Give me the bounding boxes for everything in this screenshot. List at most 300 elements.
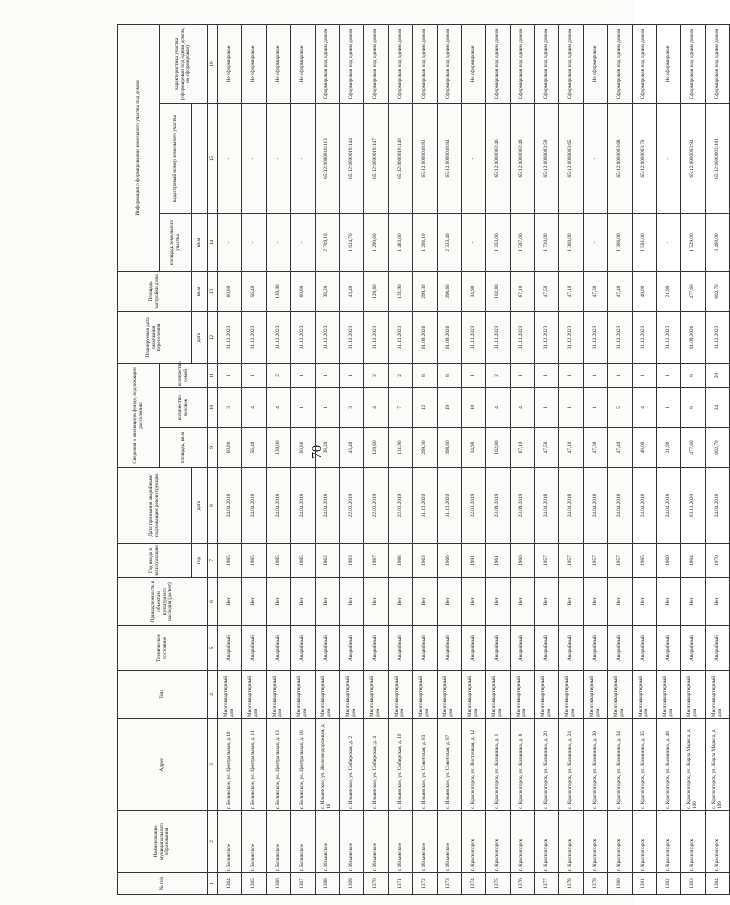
table-cell: 24.04.2018 — [632, 468, 656, 544]
table-cell: 102,80 — [486, 428, 510, 468]
table-cell: 31.12.2023 — [705, 311, 729, 363]
table-cell: Нет — [657, 578, 681, 626]
table-cell: 1368 — [315, 873, 339, 895]
table-row — [608, 24, 632, 894]
table-cell: Многоквартирный дом — [608, 671, 632, 719]
header-condition: Техническое состояние — [118, 626, 208, 671]
table-cell: 67,10 — [510, 428, 534, 468]
table-cell: Сформирован под одним домом — [364, 24, 388, 103]
header-land-group: Информация о формировании земельного участка под домом — [118, 24, 160, 271]
table-cell: Многоквартирный дом — [535, 671, 559, 719]
table-cell: 2 333,40 — [437, 213, 461, 271]
table-cell: Многоквартирный дом — [632, 671, 656, 719]
table-cell: 1 529,00 — [681, 213, 705, 271]
table-cell: Аварийный — [242, 626, 266, 671]
header-sub-date2: дата — [192, 311, 208, 363]
table-cell: 1371 — [388, 873, 412, 895]
table-cell: г. Белинское, ул. Центральная, д.10 — [218, 719, 242, 811]
table-cell: - — [657, 103, 681, 213]
table-cell: 22.03.2019 — [339, 468, 363, 544]
table-cell: Многоквартирный дом — [705, 671, 729, 719]
table-cell: Сформирован под одним домом — [632, 24, 656, 103]
table-cell: 65:12:0000018:83 — [413, 103, 437, 213]
table-cell: 60,80 — [218, 271, 242, 311]
table-cell: 1 — [583, 388, 607, 428]
table-cell: г. Красногорск — [583, 811, 607, 873]
header-cadastral: кадастровый номер земельного участка — [160, 103, 192, 213]
table-body — [218, 24, 730, 894]
table-cell: 2 — [364, 363, 388, 387]
table-cell: Не сформирован — [266, 24, 290, 103]
table-cell: г. Ильинское — [437, 811, 461, 873]
table-cell: Сформирован под одним домом — [608, 24, 632, 103]
table-cell: с. Красногорск, ул. Восточная, д. 12 — [461, 719, 485, 811]
table-cell: 24.04.2018 — [218, 468, 242, 544]
column-number: 8 — [208, 468, 218, 544]
table-cell: 1970 — [705, 544, 729, 578]
table-cell: г. Белинское — [266, 811, 290, 873]
table-cell: 47,10 — [559, 428, 583, 468]
table-cell: 1961 — [486, 544, 510, 578]
table-cell: 24.04.2018 — [266, 468, 290, 544]
table-cell: 3 — [339, 388, 363, 428]
table-cell: г. Белинское, ул. Центральная, д. 11 — [242, 719, 266, 811]
table-cell: 4 — [364, 388, 388, 428]
table-cell: г. Красногорск — [486, 811, 510, 873]
table-cell: 3 — [218, 388, 242, 428]
table-cell: Сформирован под одним домом — [413, 24, 437, 103]
table-row — [486, 24, 510, 894]
table-cell: с. Красногорск, ул. Калинина, д. 34 — [608, 719, 632, 811]
table-cell: Многоквартирный дом — [218, 671, 242, 719]
table-cell: 1 483,60 — [388, 213, 412, 271]
table-cell: Аварийный — [535, 626, 559, 671]
header-building-area: Площадь застройки дома — [118, 271, 192, 311]
table-cell: Многоквартирный дом — [388, 671, 412, 719]
table-cell: Нет — [388, 578, 412, 626]
table-cell: Нет — [608, 578, 632, 626]
table-cell: Аварийный — [632, 626, 656, 671]
table-cell: Нет — [291, 578, 315, 626]
table-cell: Сформирован под одним домом — [510, 24, 534, 103]
table-cell: 24.04.2018 — [657, 468, 681, 544]
table-cell: 1378 — [559, 873, 583, 895]
table-cell: Аварийный — [705, 626, 729, 671]
table-cell: 34,90 — [461, 428, 485, 468]
table-cell: 1 — [657, 363, 681, 387]
table-cell: 1 730,00 — [535, 213, 559, 271]
header-year: Год ввода в эксплуатацию — [118, 544, 192, 578]
table-cell: Аварийный — [339, 626, 363, 671]
table-cell: 1365 — [242, 873, 266, 895]
header-sub-people: количество человек — [160, 388, 208, 428]
table-cell: 1373 — [437, 873, 461, 895]
table-cell: 65:12:0000003:65 — [559, 103, 583, 213]
rotated-table-wrapper — [117, 25, 723, 895]
table-cell: 60,80 — [291, 428, 315, 468]
table-cell: 2 709,10 — [315, 213, 339, 271]
table-cell: Сформирован под одним домом — [681, 24, 705, 103]
table-cell: 47,30 — [583, 428, 607, 468]
header-heritage: Принадлежность к объектам культурного наследия (да/нет) — [118, 578, 208, 626]
table-cell: 398,60 — [437, 271, 461, 311]
table-cell: с. Красногорск, ул. Карла Маркса, д. 109 — [705, 719, 729, 811]
table-cell: г. Красногорск — [632, 811, 656, 873]
table-row — [364, 24, 388, 894]
table-row — [632, 24, 656, 894]
table-row — [510, 24, 534, 894]
table-cell: 65:12:0000003:68 — [608, 103, 632, 213]
table-cell: 65:12:0000018:113 — [315, 103, 339, 213]
table-cell: 1987 — [364, 544, 388, 578]
table-cell: г. Красногорск — [705, 811, 729, 873]
table-cell: 1 — [535, 363, 559, 387]
table-cell: Нет — [632, 578, 656, 626]
table-cell: Аварийный — [291, 626, 315, 671]
table-cell: Аварийный — [266, 626, 290, 671]
table-cell: 31.12.2023 — [510, 311, 534, 363]
table-cell: 1 306,00 — [608, 213, 632, 271]
table-cell: 1984 — [681, 544, 705, 578]
table-cell: Нет — [535, 578, 559, 626]
table-cell: г. Красногорск — [535, 811, 559, 873]
table-cell: 10 — [461, 388, 485, 428]
table-cell: - — [583, 213, 607, 271]
table-cell: 31.12.2023 — [315, 311, 339, 363]
table-cell: Аварийный — [461, 626, 485, 671]
column-number: 6 — [208, 578, 218, 626]
table-cell: 1377 — [535, 873, 559, 895]
table-cell: 47,40 — [608, 271, 632, 311]
table-cell: 129,60 — [364, 428, 388, 468]
table-cell: 19 — [437, 388, 461, 428]
table-cell: г. Красногорск — [461, 811, 485, 873]
table-cell: Многоквартирный дом — [339, 671, 363, 719]
header-sub-cadastral — [192, 103, 208, 213]
table-cell: 1957 — [535, 544, 559, 578]
table-cell: Сформирован под одним домом — [705, 24, 729, 103]
table-cell: 102,80 — [486, 271, 510, 311]
page-number: 70 — [310, 445, 325, 459]
table-cell: Многоквартирный дом — [559, 671, 583, 719]
table-cell: 1 — [583, 363, 607, 387]
header-recognition-date: Дата признания аварийным/подлежащим реконструкции — [118, 468, 192, 544]
table-cell: 01.09.2026 — [681, 311, 705, 363]
table-cell: 43,40 — [339, 271, 363, 311]
table-cell: 43,40 — [339, 428, 363, 468]
table-cell: 1963 — [413, 544, 437, 578]
table-cell: - — [291, 213, 315, 271]
table-cell: г. Красногорск — [510, 811, 534, 873]
table-cell: - — [583, 103, 607, 213]
table-cell: 24.04.2018 — [315, 468, 339, 544]
table-cell: 1 — [315, 363, 339, 387]
table-cell: Многоквартирный дом — [413, 671, 437, 719]
table-cell: 65:12:0000003:94 — [681, 103, 705, 213]
table-cell: 3 490,00 — [705, 213, 729, 271]
table-cell: с. Ильинское, ул. Советская, д. 87 — [437, 719, 461, 811]
table-cell: Многоквартирный дом — [437, 671, 461, 719]
table-cell: 1 — [339, 363, 363, 387]
table-cell: 4 — [242, 388, 266, 428]
table-cell: 24.04.2018 — [608, 468, 632, 544]
table-cell: 1380 — [608, 873, 632, 895]
table-cell: Аварийный — [583, 626, 607, 671]
table-cell: Сформирован под одним домом — [315, 24, 339, 103]
table-cell: 1384 — [705, 873, 729, 895]
table-cell: 5 — [608, 388, 632, 428]
table-cell: 299,30 — [413, 271, 437, 311]
table-cell: г. Белинское, ул. Центральная, д. 13 — [266, 719, 290, 811]
table-cell: 7 — [388, 388, 412, 428]
table-cell: с. Красногорск, ул. Калинина, д. 35 — [632, 719, 656, 811]
table-cell: 398,60 — [437, 428, 461, 468]
table-cell: - — [657, 213, 681, 271]
table-cell: Сформирован под одним домом — [437, 24, 461, 103]
table-cell: 65:12:0000018:147 — [364, 103, 388, 213]
table-cell: Многоквартирный дом — [681, 671, 705, 719]
table-cell: 31.12.2023 — [657, 311, 681, 363]
table-cell: Сформирован под одним домом — [486, 24, 510, 103]
table-cell: Многоквартирный дом — [583, 671, 607, 719]
table-row — [218, 24, 242, 894]
header-sub-year: год — [192, 544, 208, 578]
table-cell: с. Ильинское, ул. Сибирская, д. 10 — [388, 719, 412, 811]
table-cell: Нет — [266, 578, 290, 626]
table-cell: Нет — [413, 578, 437, 626]
table-cell: 8 — [413, 363, 437, 387]
table-cell: Аварийный — [218, 626, 242, 671]
table-cell: 65:12:0000003:46 — [486, 103, 510, 213]
table-cell: 1 — [242, 363, 266, 387]
table-cell: 22.03.2019 — [388, 468, 412, 544]
table-cell: 31.12.2023 — [266, 311, 290, 363]
header-sub-sqm: кв.м — [192, 271, 208, 311]
header-number: № п/п — [118, 873, 208, 895]
table-cell: Аварийный — [388, 626, 412, 671]
table-cell: Многоквартирный дом — [364, 671, 388, 719]
table-cell: - — [242, 103, 266, 213]
table-cell: г. Ильинское — [413, 811, 437, 873]
table-cell: - — [242, 213, 266, 271]
table-cell: г. Ильинское — [364, 811, 388, 873]
table-cell: Нет — [681, 578, 705, 626]
column-number: 5 — [208, 626, 218, 671]
table-cell: 31.12.2023 — [242, 311, 266, 363]
table-cell: 24.04.2018 — [705, 468, 729, 544]
table-cell: - — [218, 103, 242, 213]
table-cell: 24.04.2018 — [583, 468, 607, 544]
table-cell: с. Ильинское, ул. Советская, д. 83 — [413, 719, 437, 811]
table-cell: 131,90 — [388, 428, 412, 468]
table-cell: 477,60 — [681, 428, 705, 468]
table-cell: 1 — [461, 363, 485, 387]
table-cell: 31.12.2023 — [632, 311, 656, 363]
table-cell: 2 — [266, 363, 290, 387]
table-cell: 299,30 — [413, 428, 437, 468]
table-cell: 48,00 — [632, 428, 656, 468]
table-cell: 1376 — [510, 873, 534, 895]
table-cell: 31.12.2023 — [364, 311, 388, 363]
table-cell: 1 — [559, 388, 583, 428]
header-plot-status: характеристика участка (сформирован под одним домом, не сформирован) — [160, 24, 208, 103]
table-cell: 31.12.2023 — [291, 311, 315, 363]
table-cell: Не сформирован — [657, 24, 681, 103]
table-cell: Аварийный — [559, 626, 583, 671]
table-cell: 12 — [413, 388, 437, 428]
table-cell: г. Белинское — [291, 811, 315, 873]
table-cell: 1381 — [632, 873, 656, 895]
table-row — [437, 24, 461, 894]
table-cell: с. Красногорск, ул. Калинина, д. 30 — [583, 719, 607, 811]
table-cell: 2 — [388, 363, 412, 387]
table-cell: 1960 — [657, 544, 681, 578]
table-cell: 01.09.2026 — [413, 311, 437, 363]
table-row — [339, 24, 363, 894]
table-cell: Многоквартирный дом — [315, 671, 339, 719]
table-cell: 1957 — [583, 544, 607, 578]
table-cell: 31.12.2023 — [535, 311, 559, 363]
table-cell: 47,40 — [608, 428, 632, 468]
table-cell: г. Красногорск — [657, 811, 681, 873]
table-cell: Многоквартирный дом — [486, 671, 510, 719]
table-cell: 65:12:0000018:148 — [388, 103, 412, 213]
table-cell: 22.03.2019 — [461, 468, 485, 544]
table-cell: Многоквартирный дом — [242, 671, 266, 719]
table-cell: 1991 — [461, 544, 485, 578]
header-sub-date: дата — [192, 468, 208, 544]
table-cell: 130,00 — [266, 271, 290, 311]
table-cell: 1 597,00 — [510, 213, 534, 271]
table-cell: г. Белинское — [242, 811, 266, 873]
table-cell: г. Красногорск — [608, 811, 632, 873]
table-cell: 1966 — [437, 544, 461, 578]
table-cell: 60,80 — [291, 271, 315, 311]
table-cell: с. Красногорск, ул. Калинина, д. 24 — [559, 719, 583, 811]
table-cell: 21,90 — [657, 271, 681, 311]
table-cell: Аварийный — [681, 626, 705, 671]
table-cell: - — [266, 213, 290, 271]
header-housing-group: Сведения о жилищном фонде, подлежащем расселению — [118, 363, 160, 467]
table-cell: г. Ильинское — [388, 811, 412, 873]
table-cell: 47,50 — [535, 271, 559, 311]
table-cell: 47,30 — [583, 271, 607, 311]
table-cell: 03.11.2020 — [681, 468, 705, 544]
table-cell: 65:12:0000018:144 — [339, 103, 363, 213]
table-cell: 1 — [559, 363, 583, 387]
table-row — [291, 24, 315, 894]
table-cell: - — [291, 103, 315, 213]
table-cell: Нет — [339, 578, 363, 626]
table-cell: с. Красногорск, ул. Калинина, д. 20 — [535, 719, 559, 811]
table-cell: Аварийный — [510, 626, 534, 671]
table-cell: 38,20 — [315, 428, 339, 468]
column-number-row — [208, 24, 218, 894]
column-number: 12 — [208, 311, 218, 363]
table-cell: 65:12:0000003:70 — [632, 103, 656, 213]
table-cell: 1 — [535, 388, 559, 428]
table-cell: с. Ильинское, ул. Железнодорожная, д. 16 — [315, 719, 339, 811]
table-cell: Аварийный — [437, 626, 461, 671]
table-cell: 31.12.2023 — [559, 311, 583, 363]
table-cell: 8 — [681, 388, 705, 428]
table-cell: 1369 — [339, 873, 363, 895]
table-cell: Нет — [559, 578, 583, 626]
table-cell: 20 — [705, 363, 729, 387]
table-cell: 1 591,00 — [632, 213, 656, 271]
table-cell: г. Ильинское — [315, 811, 339, 873]
table-cell: Не сформирован — [291, 24, 315, 103]
table-cell: 1962 — [315, 544, 339, 578]
table-cell: Многоквартирный дом — [510, 671, 534, 719]
table-cell: 34 — [705, 388, 729, 428]
table-cell: 131,90 — [388, 271, 412, 311]
table-cell: - — [461, 103, 485, 213]
table-cell: 31.12.2023 — [583, 311, 607, 363]
column-number: 15 — [208, 103, 218, 213]
table-cell: с. Ильинское, ул. Сибирская, д. 2 — [339, 719, 363, 811]
table-cell: г. Красногорск — [681, 811, 705, 873]
table-cell: 1985 — [266, 544, 290, 578]
table-cell: 1 — [218, 363, 242, 387]
table-cell: Не сформирован — [583, 24, 607, 103]
table-row — [705, 24, 729, 894]
table-row — [266, 24, 290, 894]
table-cell: 24.04.2018 — [535, 468, 559, 544]
table-cell: Нет — [461, 578, 485, 626]
table-cell: 1 — [657, 388, 681, 428]
table-row — [657, 24, 681, 894]
table-cell: 1 — [608, 363, 632, 387]
table-cell: Нет — [218, 578, 242, 626]
table-row — [242, 24, 266, 894]
table-cell: 130,00 — [266, 428, 290, 468]
table-cell: 23.09.2019 — [486, 468, 510, 544]
table-cell: Аварийный — [486, 626, 510, 671]
header-land-area: площадь земельного участка — [160, 213, 192, 271]
table-cell: 8 — [437, 363, 461, 387]
table-cell: 1370 — [364, 873, 388, 895]
table-cell: - — [266, 103, 290, 213]
table-cell: 1988 — [388, 544, 412, 578]
table-cell: 24.04.2018 — [242, 468, 266, 544]
table-cell: 1 — [315, 388, 339, 428]
table-cell: Сформирован под одним домом — [388, 24, 412, 103]
housing-table — [117, 24, 730, 895]
table-cell: с. Красногорск, ул. Калинина, д. 1 — [486, 719, 510, 811]
table-cell: Нет — [364, 578, 388, 626]
table-cell: 1379 — [583, 873, 607, 895]
table-cell: 65:12:0000003:101 — [705, 103, 729, 213]
header-municipality: Наименование муниципального образования — [118, 811, 208, 873]
table-cell: 31.12.2023 — [608, 311, 632, 363]
table-cell: 31.12.2020 — [437, 468, 461, 544]
table-cell: 1 360,00 — [559, 213, 583, 271]
table-cell: 1 333,00 — [486, 213, 510, 271]
table-cell: Не сформирован — [461, 24, 485, 103]
table-row — [461, 24, 485, 894]
table-cell: Сформирован под одним домом — [559, 24, 583, 103]
table-cell: 21,90 — [657, 428, 681, 468]
column-number: 11 — [208, 363, 218, 387]
table-cell: 1374 — [461, 873, 485, 895]
table-cell: 1 — [291, 363, 315, 387]
table-cell: 1366 — [266, 873, 290, 895]
table-cell: Не сформирован — [218, 24, 242, 103]
table-cell: 48,00 — [632, 271, 656, 311]
table-cell: Аварийный — [608, 626, 632, 671]
table-cell: 56,40 — [242, 428, 266, 468]
